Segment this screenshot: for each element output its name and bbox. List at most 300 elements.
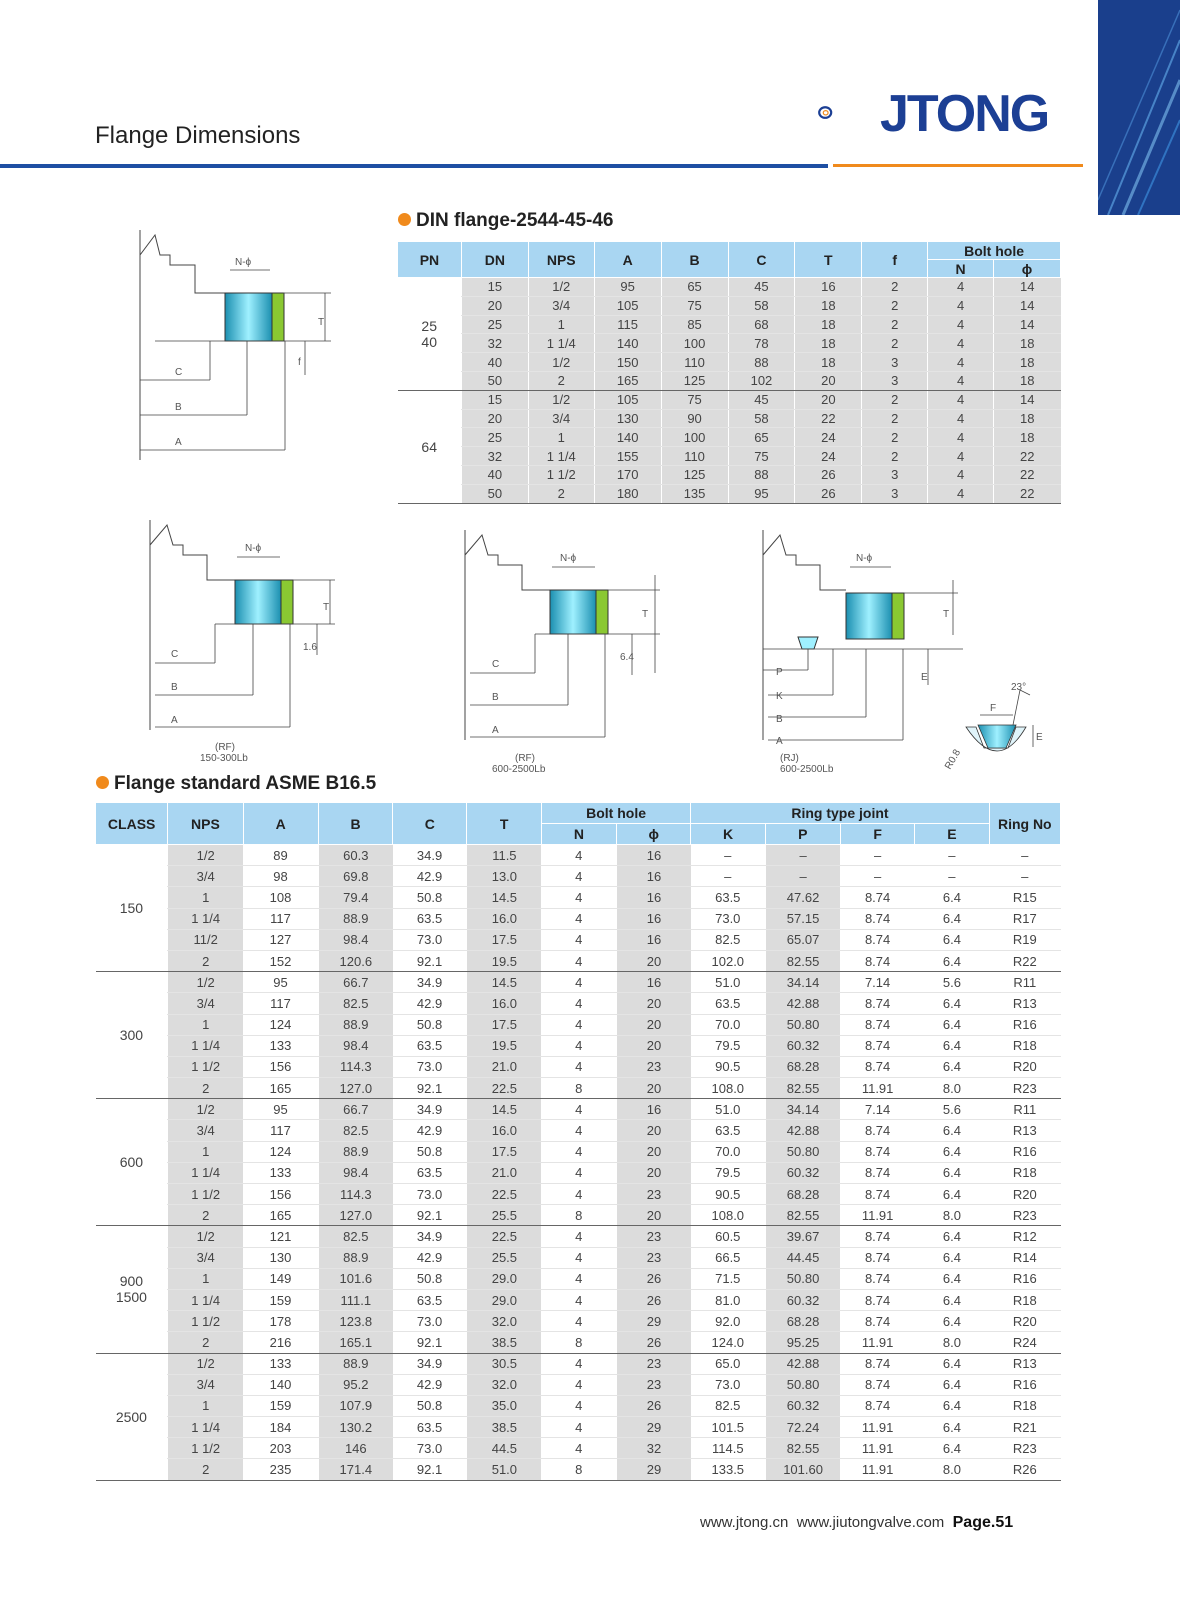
asme-header-ring-no: Ring No (989, 803, 1060, 845)
table-cell: 81.0 (691, 1289, 765, 1310)
n-phi-label: N-ϕ (560, 553, 577, 564)
table-cell: 51.0 (691, 972, 765, 993)
table-cell: 50.80 (765, 1268, 840, 1289)
table-cell: 178 (243, 1311, 318, 1332)
table-cell: 125 (661, 465, 728, 484)
table-cell: 50.8 (393, 1141, 467, 1162)
table-cell: 3 (862, 484, 928, 503)
footer-site-1[interactable]: www.jtong.cn (700, 1514, 789, 1531)
table-cell: 4 (541, 1311, 616, 1332)
table-cell: 8 (541, 1332, 616, 1353)
table-cell: 3/4 (528, 409, 594, 428)
table-row (96, 1141, 1061, 1162)
table-cell: 23 (617, 1184, 691, 1205)
table-cell: 127 (243, 929, 318, 950)
table-cell: 8.74 (840, 1374, 914, 1395)
table-cell: 75 (728, 447, 795, 466)
table-cell: 26 (617, 1332, 691, 1353)
table-cell: 1/2 (168, 845, 243, 866)
table-row (398, 278, 1061, 297)
asme-header-b: B (318, 803, 392, 845)
table-cell: 1 1/4 (168, 1289, 243, 1310)
b-label: B (171, 682, 178, 693)
table-cell: 13.0 (467, 866, 541, 887)
table-cell: 133 (243, 1035, 318, 1056)
din-header-b: B (661, 242, 728, 278)
table-cell: 32 (461, 447, 528, 466)
group-label (96, 972, 168, 1099)
table-row (398, 315, 1061, 334)
table-cell: 16 (617, 972, 691, 993)
table-cell: 25.5 (467, 1205, 541, 1226)
table-cell: 16 (617, 908, 691, 929)
table-cell: 32 (617, 1438, 691, 1459)
header-rule-orange (833, 164, 1083, 167)
table-cell: 35.0 (467, 1395, 541, 1416)
table-cell: 7.14 (840, 1099, 914, 1120)
table-cell: 50.80 (765, 1374, 840, 1395)
table-cell: 124.0 (691, 1332, 765, 1353)
table-cell: 110 (661, 353, 728, 372)
table-cell: R15 (989, 887, 1060, 908)
table-cell: 8.0 (915, 1459, 989, 1480)
table-cell: 111.1 (318, 1289, 392, 1310)
table-cell: 117 (243, 908, 318, 929)
rf1-caption-line2: 150-300Lb (200, 753, 248, 764)
table-cell: 114.3 (318, 1056, 392, 1077)
table-cell: 100 (661, 334, 728, 353)
b-label: B (175, 402, 182, 413)
table-cell: 4 (541, 1395, 616, 1416)
p-label: P (776, 667, 783, 678)
table-cell: 34.9 (393, 1099, 467, 1120)
table-cell: 73.0 (393, 1056, 467, 1077)
rj-caption-line1: (RJ) (780, 753, 799, 764)
table-cell: R18 (989, 1035, 1060, 1056)
table-row (96, 1289, 1061, 1310)
table-cell: 152 (243, 950, 318, 971)
asme-header-k: K (691, 824, 765, 845)
table-cell: 82.5 (318, 993, 392, 1014)
table-cell: 133.5 (691, 1459, 765, 1480)
table-cell: 20 (795, 390, 862, 409)
table-cell: 72.24 (765, 1417, 840, 1438)
table-cell: 20 (617, 1162, 691, 1183)
table-cell: 11.91 (840, 1332, 914, 1353)
table-cell: 105 (594, 390, 661, 409)
asme-header-e: E (915, 824, 989, 845)
table-cell: 170 (594, 465, 661, 484)
table-cell: R16 (989, 1374, 1060, 1395)
group-label-line: 300 (119, 1027, 144, 1044)
table-cell: 101.60 (765, 1459, 840, 1480)
table-cell: 184 (243, 1417, 318, 1438)
table-cell: 4 (541, 845, 616, 866)
group-label-line: 25 (421, 317, 437, 334)
logo-wordmark: JTONG (880, 85, 1049, 143)
table-cell: 105 (594, 296, 661, 315)
table-cell: 29.0 (467, 1289, 541, 1310)
table-cell: 1 1/4 (168, 1162, 243, 1183)
table-cell: 140 (594, 428, 661, 447)
table-cell: – (989, 866, 1060, 887)
table-cell: 26 (617, 1289, 691, 1310)
table-row (96, 1332, 1061, 1353)
table-cell: 34.14 (765, 1099, 840, 1120)
table-row (96, 1162, 1061, 1183)
table-cell: 6.4 (915, 1184, 989, 1205)
table-cell: 4 (541, 972, 616, 993)
group-label-line: 1500 (115, 1289, 147, 1306)
table-cell: – (691, 866, 765, 887)
table-cell: 38.5 (467, 1417, 541, 1438)
asme-header-ring-type-joint: Ring type joint (691, 803, 989, 824)
table-row (398, 409, 1061, 428)
table-cell: 16 (617, 887, 691, 908)
table-cell: 6.4 (915, 1226, 989, 1247)
table-cell: 110 (661, 447, 728, 466)
table-row (96, 1459, 1061, 1480)
table-cell: R11 (989, 1099, 1060, 1120)
table-cell: 45 (728, 390, 795, 409)
table-cell: 8.74 (840, 1162, 914, 1183)
table-cell: 16 (617, 929, 691, 950)
table-cell: 6.4 (915, 1374, 989, 1395)
table-cell: 4 (928, 278, 994, 297)
table-cell: 4 (541, 908, 616, 929)
table-cell: 4 (928, 296, 994, 315)
table-cell: 1/2 (168, 972, 243, 993)
table-cell: 60.32 (765, 1035, 840, 1056)
table-cell: 124 (243, 1014, 318, 1035)
group-label (96, 1226, 168, 1353)
table-cell: 21.0 (467, 1162, 541, 1183)
group-label-line: 64 (421, 438, 437, 455)
table-cell: 150 (594, 353, 661, 372)
table-cell: 127.0 (318, 1078, 392, 1099)
table-cell: 98.4 (318, 1162, 392, 1183)
table-cell: 1 (168, 1395, 243, 1416)
table-cell: 6.4 (915, 1395, 989, 1416)
table-cell: 26 (617, 1268, 691, 1289)
table-cell: 6.4 (915, 950, 989, 971)
table-cell: 45 (728, 278, 795, 297)
table-cell: R16 (989, 1268, 1060, 1289)
table-cell: 88.9 (318, 1247, 392, 1268)
table-cell: 1 1/4 (168, 1035, 243, 1056)
footer-site-2[interactable]: www.jiutongvalve.com (796, 1514, 945, 1531)
table-cell: 42.9 (393, 1374, 467, 1395)
table-cell: 88 (728, 465, 795, 484)
din-header-a: A (594, 242, 661, 278)
c-label: C (171, 649, 179, 660)
table-cell: 69.8 (318, 866, 392, 887)
table-cell: 101.5 (691, 1417, 765, 1438)
a-label: A (171, 715, 178, 726)
table-cell: 63.5 (691, 1120, 765, 1141)
table-cell: 159 (243, 1289, 318, 1310)
table-cell: 2 (168, 1078, 243, 1099)
table-cell: R20 (989, 1056, 1060, 1077)
table-cell: 66.7 (318, 972, 392, 993)
table-row (96, 1353, 1061, 1374)
table-cell: 20 (617, 1120, 691, 1141)
table-cell: 2 (862, 315, 928, 334)
table-cell: R18 (989, 1162, 1060, 1183)
table-cell: 146 (318, 1438, 392, 1459)
table-cell: 24 (795, 428, 862, 447)
table-cell: 1 1/4 (528, 334, 594, 353)
asme-header-nps: NPS (168, 803, 243, 845)
page-number: Page.51 (952, 1514, 1014, 1531)
table-cell: 108 (243, 887, 318, 908)
rf-600-2500-diagram (460, 525, 670, 780)
table-cell: 16 (795, 278, 862, 297)
table-cell: 121 (243, 1226, 318, 1247)
table-cell: – (840, 845, 914, 866)
table-row (96, 1035, 1061, 1056)
table-cell: 98.4 (318, 929, 392, 950)
table-row (96, 887, 1061, 908)
table-cell: 20 (617, 950, 691, 971)
table-cell: 8.74 (840, 1035, 914, 1056)
table-cell: 18 (795, 353, 862, 372)
table-cell: 1/2 (528, 278, 594, 297)
table-cell: 16.0 (467, 1120, 541, 1141)
table-cell: 34.9 (393, 1226, 467, 1247)
n-phi-label: N-ϕ (856, 553, 873, 564)
table-cell: 235 (243, 1459, 318, 1480)
table-cell: 165 (594, 371, 661, 390)
table-cell: 20 (795, 371, 862, 390)
rf2-caption-line2: 600-2500Lb (492, 764, 546, 775)
k-label: K (776, 691, 783, 702)
table-cell: 98.4 (318, 1035, 392, 1056)
table-cell: 42.9 (393, 1247, 467, 1268)
table-row (398, 390, 1061, 409)
table-row (96, 1395, 1061, 1416)
table-cell: R16 (989, 1014, 1060, 1035)
table-cell: 47.62 (765, 887, 840, 908)
table-cell: 3/4 (168, 866, 243, 887)
table-cell: R11 (989, 972, 1060, 993)
table-cell: 8.74 (840, 993, 914, 1014)
table-cell: 135 (661, 484, 728, 503)
table-cell: 66.7 (318, 1099, 392, 1120)
table-cell: 57.15 (765, 908, 840, 929)
table-cell: 2 (862, 447, 928, 466)
table-cell: 50.80 (765, 1014, 840, 1035)
table-cell: 11.5 (467, 845, 541, 866)
table-cell: 2 (862, 428, 928, 447)
table-cell: R17 (989, 908, 1060, 929)
page-title: Flange Dimensions (95, 122, 301, 149)
table-cell: 117 (243, 1120, 318, 1141)
table-cell: 3/4 (528, 296, 594, 315)
table-cell: 8.74 (840, 1120, 914, 1141)
table-cell: 8.74 (840, 1395, 914, 1416)
table-row (96, 1226, 1061, 1247)
table-cell: 82.5 (691, 929, 765, 950)
table-cell: 98 (243, 866, 318, 887)
table-cell: 4 (928, 371, 994, 390)
table-cell: 18 (795, 315, 862, 334)
table-cell: 14 (994, 296, 1061, 315)
table-cell: 8.74 (840, 929, 914, 950)
table-cell: 95.2 (318, 1374, 392, 1395)
table-cell: 68.28 (765, 1184, 840, 1205)
table-cell: 19.5 (467, 950, 541, 971)
table-cell: 17.5 (467, 1014, 541, 1035)
table-cell: 1 1/4 (168, 908, 243, 929)
table-cell: 155 (594, 447, 661, 466)
table-cell: 4 (928, 465, 994, 484)
table-cell: R18 (989, 1395, 1060, 1416)
table-cell: 2 (528, 371, 594, 390)
table-cell: 2 (862, 390, 928, 409)
table-cell: 4 (541, 1247, 616, 1268)
table-cell: 8.74 (840, 908, 914, 929)
table-cell: R16 (989, 1141, 1060, 1162)
table-row (96, 993, 1061, 1014)
table-row (96, 908, 1061, 929)
din-flange-diagram (135, 225, 355, 470)
table-cell: 44.5 (467, 1438, 541, 1459)
table-cell: – (989, 845, 1060, 866)
table-cell: 6.4 (915, 1353, 989, 1374)
table-cell: 63.5 (691, 993, 765, 1014)
table-cell: 8.0 (915, 1332, 989, 1353)
dim-1-6-label: 1.6 (303, 642, 317, 653)
table-cell: 73.0 (691, 1374, 765, 1395)
table-cell: 4 (928, 409, 994, 428)
table-cell: 20 (617, 1205, 691, 1226)
table-cell: 29 (617, 1459, 691, 1480)
table-cell: 82.55 (765, 1078, 840, 1099)
table-cell: 20 (617, 1141, 691, 1162)
footer (700, 1514, 1013, 1532)
table-cell: 4 (541, 1226, 616, 1247)
corner-decoration (1098, 0, 1180, 215)
table-row (398, 296, 1061, 315)
table-cell: 165 (243, 1205, 318, 1226)
table-cell: 6.4 (915, 887, 989, 908)
table-cell: 18 (994, 334, 1061, 353)
table-cell: 156 (243, 1056, 318, 1077)
table-cell: 115 (594, 315, 661, 334)
table-cell: – (915, 845, 989, 866)
table-row (398, 371, 1061, 390)
table-cell: 4 (541, 1268, 616, 1289)
table-cell: 51.0 (467, 1459, 541, 1480)
table-cell: 100 (661, 428, 728, 447)
din-header-dn: DN (461, 242, 528, 278)
table-row (96, 1417, 1061, 1438)
table-cell: 1 (168, 887, 243, 908)
table-cell: 4 (928, 390, 994, 409)
table-cell: 88 (728, 353, 795, 372)
table-cell: 130.2 (318, 1417, 392, 1438)
table-cell: 85 (661, 315, 728, 334)
table-cell: – (840, 866, 914, 887)
table-cell: 123.8 (318, 1311, 392, 1332)
table-row (398, 428, 1061, 447)
table-cell: 95 (243, 1099, 318, 1120)
table-cell: 17.5 (467, 929, 541, 950)
table-cell: 1 (168, 1014, 243, 1035)
table-cell: 120.6 (318, 950, 392, 971)
table-cell: 4 (541, 950, 616, 971)
table-cell: 4 (541, 1141, 616, 1162)
table-cell: 3/4 (168, 1247, 243, 1268)
table-cell: 92.1 (393, 950, 467, 971)
table-cell: 75 (661, 390, 728, 409)
table-cell: 6.4 (915, 929, 989, 950)
group-label (398, 278, 462, 391)
table-cell: 6.4 (915, 1141, 989, 1162)
table-cell: 73.0 (393, 1184, 467, 1205)
table-cell: 63.5 (393, 1162, 467, 1183)
table-cell: 82.55 (765, 1205, 840, 1226)
table-cell: 140 (243, 1374, 318, 1395)
table-cell: 6.4 (915, 1417, 989, 1438)
table-cell: 40 (461, 465, 528, 484)
table-cell: 23 (617, 1374, 691, 1395)
table-cell: R26 (989, 1459, 1060, 1480)
table-cell: R18 (989, 1289, 1060, 1310)
table-cell: 15 (461, 390, 528, 409)
din-header-bolt-n: N (928, 260, 994, 278)
table-cell: 18 (795, 296, 862, 315)
table-cell: 60.5 (691, 1226, 765, 1247)
table-row (398, 465, 1061, 484)
table-cell: 6.4 (915, 1268, 989, 1289)
table-cell: 63.5 (393, 1035, 467, 1056)
table-cell: 60.32 (765, 1162, 840, 1183)
table-cell: 18 (994, 428, 1061, 447)
table-cell: 140 (594, 334, 661, 353)
table-cell: 4 (541, 929, 616, 950)
table-cell: 19.5 (467, 1035, 541, 1056)
table-cell: 92.0 (691, 1311, 765, 1332)
table-cell: – (765, 845, 840, 866)
din-header-bolt-hole: Bolt hole (928, 242, 1061, 260)
table-cell: 1 1/2 (528, 465, 594, 484)
a-label: A (492, 725, 499, 736)
table-row (96, 950, 1061, 971)
table-cell: 88.9 (318, 1141, 392, 1162)
group-label-line: 900 (119, 1273, 144, 1290)
table-cell: 82.55 (765, 1438, 840, 1459)
table-cell: – (765, 866, 840, 887)
group-label-line: 150 (119, 900, 144, 917)
table-cell: 60.32 (765, 1289, 840, 1310)
table-cell: 8.74 (840, 1247, 914, 1268)
table-cell: 8.74 (840, 1353, 914, 1374)
table-cell: 127.0 (318, 1205, 392, 1226)
table-cell: 15 (461, 278, 528, 297)
table-cell: 3 (862, 353, 928, 372)
table-cell: 8.74 (840, 1184, 914, 1205)
table-cell: 26 (617, 1395, 691, 1416)
table-cell: 16.0 (467, 908, 541, 929)
table-cell: 14 (994, 315, 1061, 334)
table-cell: 39.67 (765, 1226, 840, 1247)
table-cell: 4 (541, 1374, 616, 1395)
table-cell: 40 (461, 353, 528, 372)
table-cell: 101.6 (318, 1268, 392, 1289)
table-row (96, 866, 1061, 887)
